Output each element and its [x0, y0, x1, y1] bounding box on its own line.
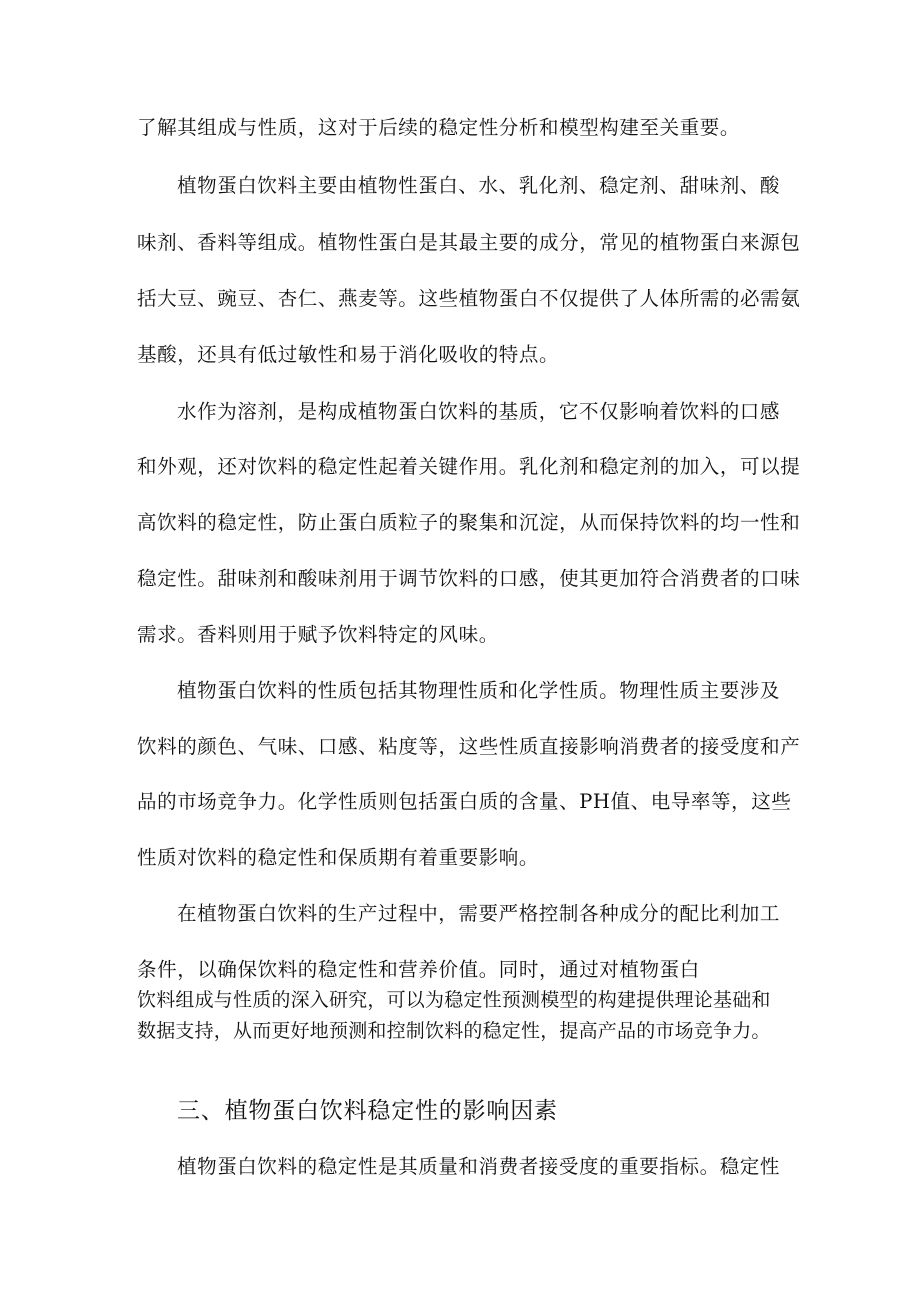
paragraph-line: 品的市场竞争力。化学性质则包括蛋白质的含量、PH值、电导率等，这些: [137, 790, 792, 813]
paragraph-line: 稳定性。甜味剂和酸味剂用于调节饮料的口感，使其更加符合消费者的口味: [137, 567, 801, 590]
paragraph-line: 饮料的颜色、气味、口感、粘度等，这些性质直接影响消费者的接受度和产: [137, 735, 801, 758]
paragraph-line: 饮料组成与性质的深入研究，可以为稳定性预测模型的构建提供理论基础和: [137, 989, 771, 1011]
paragraph-line: 条件，以确保饮料的稳定性和营养价值。同时，通过对植物蛋白: [137, 958, 700, 981]
paragraph-line: 基酸，还具有低过敏性和易于消化吸收的特点。: [137, 343, 560, 366]
paragraph-line: 数据支持，从而更好地预测和控制饮料的稳定性，提高产品的市场竞争力。: [137, 1020, 771, 1042]
paragraph-line: 植物蛋白饮料的性质包括其物理性质和化学性质。物理性质主要涉及: [177, 679, 781, 702]
paragraph-line: 性质对饮料的稳定性和保质期有着重要影响。: [137, 846, 540, 869]
paragraph-line: 需求。香料则用于赋予饮料特定的风味。: [137, 623, 499, 646]
paragraph-line: 植物蛋白饮料主要由植物性蛋白、水、乳化剂、稳定剂、甜味剂、酸: [177, 174, 781, 197]
paragraph-line: 括大豆、豌豆、杏仁、燕麦等。这些植物蛋白不仅提供了人体所需的必需氨: [137, 287, 801, 310]
paragraph-line: 水作为溶剂，是构成植物蛋白饮料的基质，它不仅影响着饮料的口感: [177, 400, 781, 423]
paragraph-line: 在植物蛋白饮料的生产过程中，需要严格控制各种成分的配比利加工: [177, 902, 781, 925]
section-heading: 三、植物蛋白饮料稳定性的影响因素: [177, 1098, 558, 1124]
paragraph-line: 高饮料的稳定性，防止蛋白质粒子的聚集和沉淀，从而保持饮料的均一性和: [137, 511, 801, 534]
paragraph-line: 植物蛋白饮料的稳定性是其质量和消费者接受度的重要指标。稳定性: [177, 1155, 781, 1178]
paragraph-line: 和外观，还对饮料的稳定性起着关键作用。乳化剂和稳定剂的加入，可以提: [137, 455, 801, 478]
paragraph-line: 味剂、香料等组成。植物性蛋白是其最主要的成分，常见的植物蛋白来源包: [137, 231, 801, 254]
paragraph-line: 了解其组成与性质，这对于后续的稳定性分析和模型构建至关重要。: [137, 116, 741, 139]
